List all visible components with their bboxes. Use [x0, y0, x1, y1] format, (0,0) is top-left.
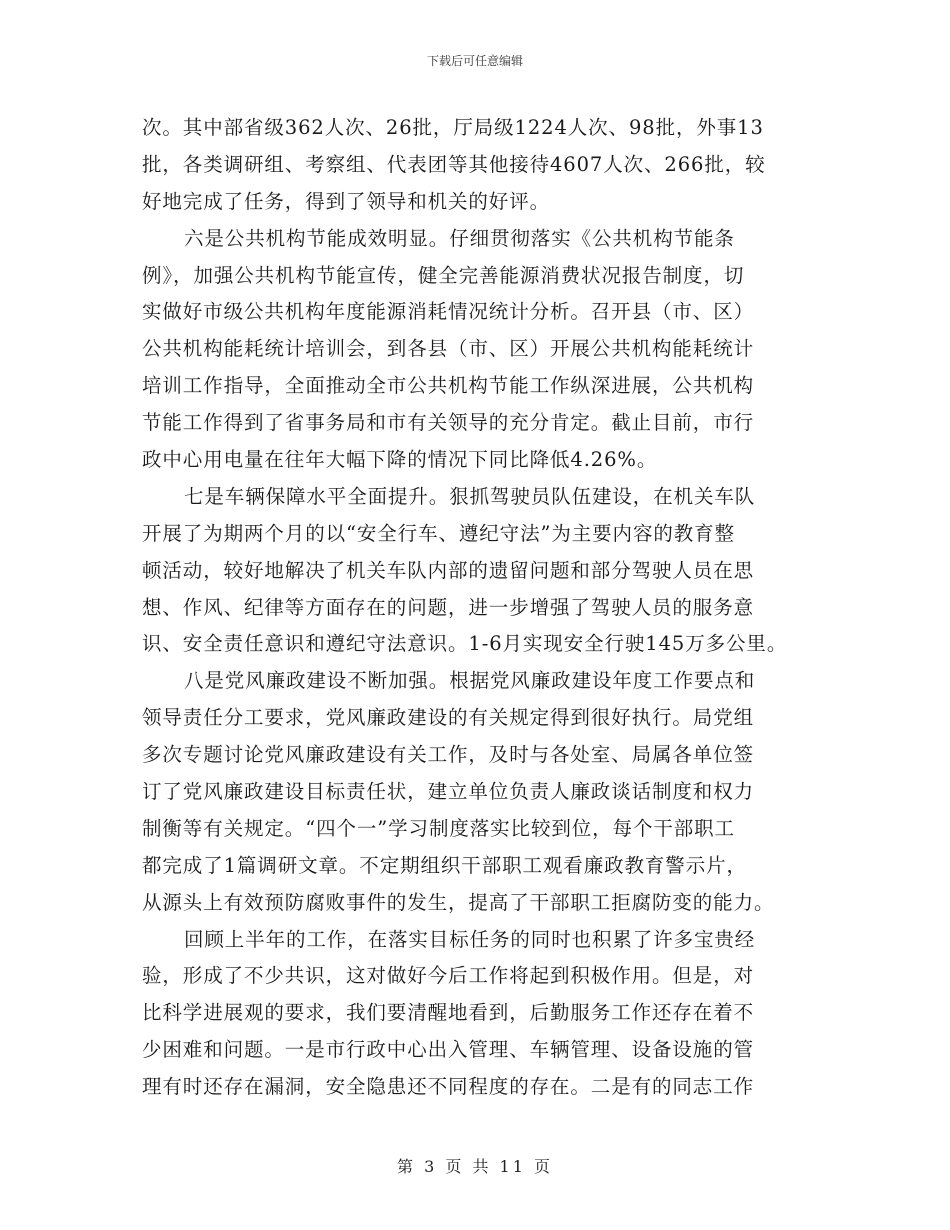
- text-line: 七是车辆保障水平全面提升。狠抓驾驶员队伍建设，在机关车队: [184, 484, 756, 508]
- text-line: 批，各类调研组、考察组、代表团等其他接待4607人次、266批，较: [142, 152, 766, 176]
- text-line: 验，形成了不少共识，这对做好今后工作将起到积极作用。但是，对: [142, 964, 755, 988]
- text-line: 识、安全责任意识和遵纪守法意识。1-6月实现安全行驶145万多公里。: [142, 632, 788, 656]
- text-line: 制衡等有关规定。“四个一”学习制度落实比较到位，每个干部职工: [142, 816, 735, 840]
- text-line: 多次专题讨论党风廉政建设有关工作，及时与各处室、局属各单位签: [142, 743, 755, 767]
- text-line: 政中心用电量在往年大幅下降的情况下同比降低4.26%。: [142, 448, 658, 472]
- text-line: 六是公共机构节能成效明显。仔细贯彻落实《公共机构节能条: [184, 226, 735, 250]
- text-line: 订了党风廉政建设目标责任状，建立单位负责人廉政谈话制度和权力: [142, 780, 755, 804]
- text-line: 顿活动，较好地解决了机关车队内部的遗留问题和部分驾驶人员在思: [142, 558, 755, 582]
- text-line: 培训工作指导，全面推动全市公共机构节能工作纵深进展，公共机构: [142, 374, 755, 398]
- text-line: 理有时还存在漏洞，安全隐患还不同程度的存在。二是有的同志工作: [142, 1075, 755, 1099]
- text-line: 想、作风、纪律等方面存在的问题，进一步增强了驾驶人员的服务意: [142, 595, 755, 619]
- text-line: 从源头上有效预防腐败事件的发生，提高了干部职工拒腐防变的能力。: [142, 890, 775, 914]
- document-body: [142, 110, 832, 1106]
- text-line: 公共机构能耗统计培训会，到各县（市、区）开展公共机构能耗统计: [142, 337, 755, 361]
- text-line: 都完成了1篇调研文章。不定期组织干部职工观看廉政教育警示片，: [142, 853, 747, 877]
- text-line: 实做好市级公共机构年度能源消耗情况统计分析。召开县（市、区）: [142, 300, 755, 324]
- page-number-footer: 第 3 页 共 11 页: [397, 1157, 553, 1176]
- page-header: 下载后可任意编辑: [426, 54, 523, 68]
- text-line: 例》，加强公共机构节能宣传，健全完善能源消费状况报告制度，切: [142, 263, 745, 287]
- text-line: 比科学进展观的要求，我们要清醒地看到，后勤服务工作还存在着不: [142, 1001, 755, 1025]
- text-line: 领导责任分工要求，党风廉政建设的有关规定得到很好执行。局党组: [142, 706, 755, 730]
- text-line: 回顾上半年的工作，在落实目标任务的同时也积累了许多宝贵经: [184, 927, 756, 951]
- text-line: 次。其中部省级362人次、26批，厅局级1224人次、98批，外事13: [142, 116, 764, 139]
- text-line: 开展了为期两个月的以“安全行车、遵纪守法”为主要内容的教育整: [142, 521, 735, 545]
- text-line: 少困难和问题。一是市行政中心出入管理、车辆管理、设备设施的管: [142, 1038, 755, 1062]
- text-line: 八是党风廉政建设不断加强。根据党风廉政建设年度工作要点和: [184, 669, 756, 693]
- text-line: 节能工作得到了省事务局和市有关领导的充分肯定。截止目前，市行: [142, 411, 755, 435]
- text-line: 好地完成了任务，得到了领导和机关的好评。: [142, 189, 551, 213]
